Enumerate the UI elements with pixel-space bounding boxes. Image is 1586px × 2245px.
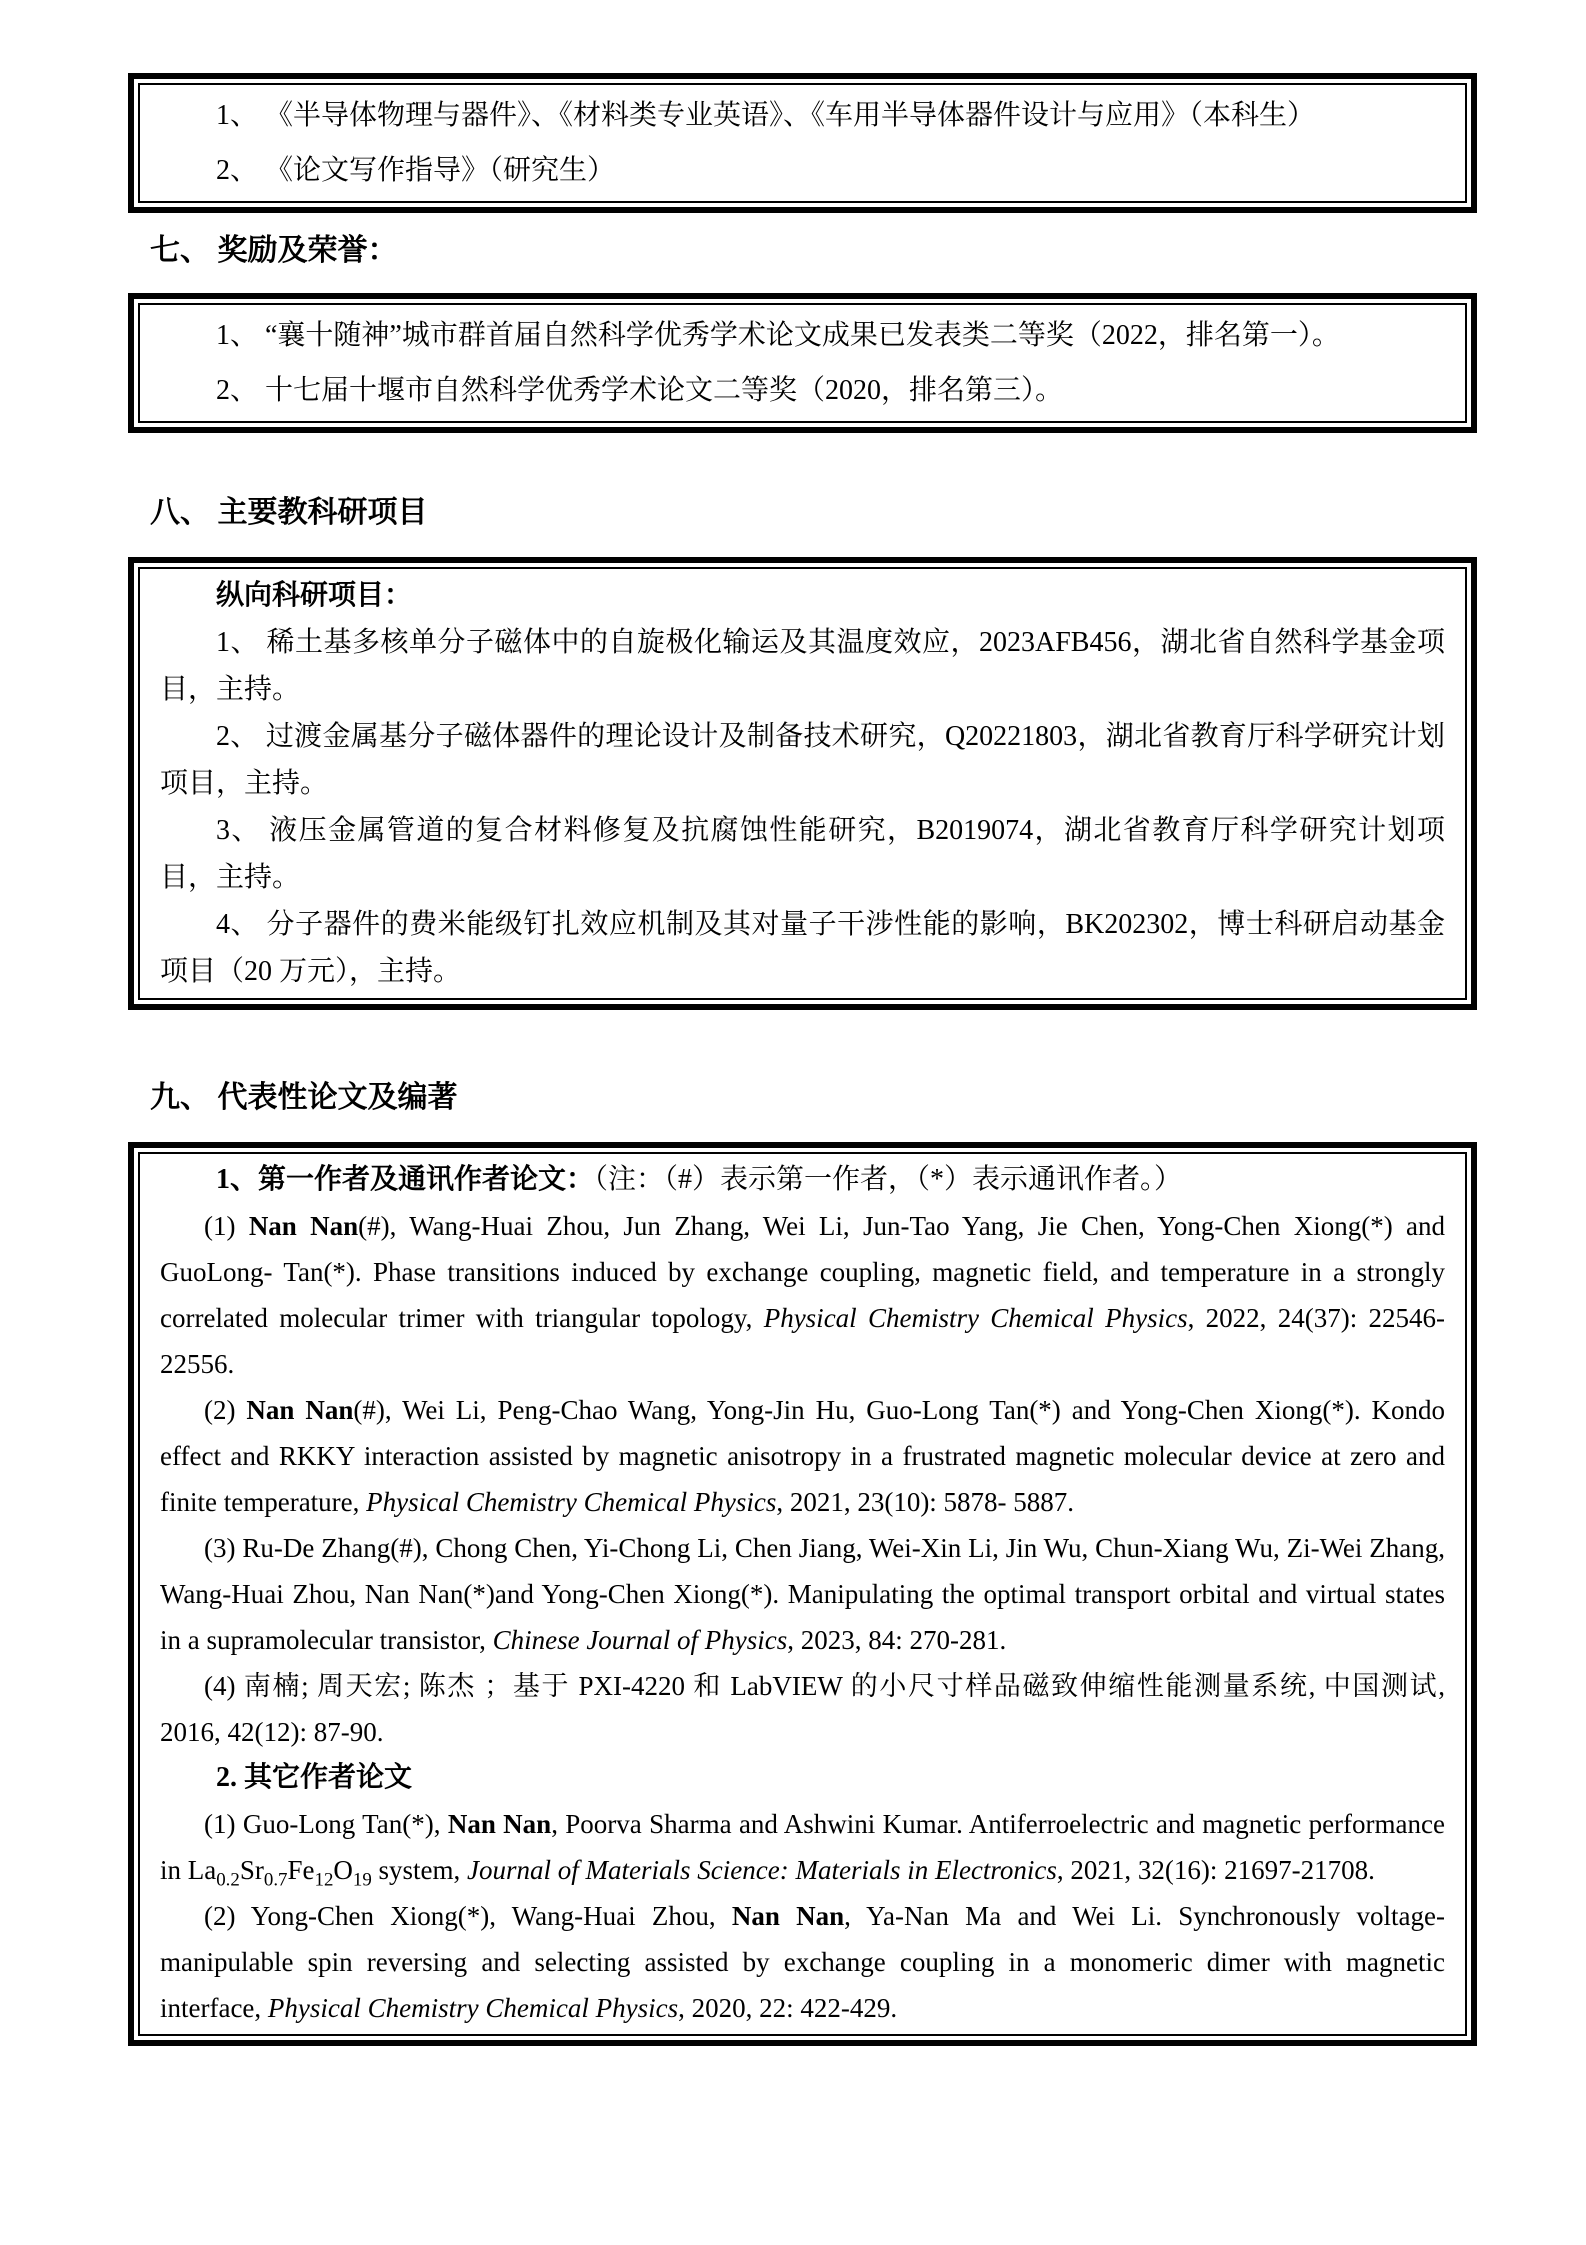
publication-item: (4) 南楠; 周天宏; 陈杰 ；基于 PXI-4220 和 LabVIEW 的小尺寸样品磁致伸缩性能测量系统, 中国测试, 2016, 42(12): 87-90. xyxy=(160,1671,1445,1747)
other-author-list-title-bold: 2. 其它作者论文 xyxy=(216,1762,413,1793)
publication-item: (1) Nan Nan(#), Wang-Huai Zhou, Jun Zhang, Wei Li, Jun-Tao Yang, Jie Chen, Yong-Chen Xiong(*) and GuoLong- Tan(*). Phase transitions induced by exchange coupling, magnetic field, and temperature in a strongly correlated molecular trimer with triangular topology, Physical Chemistry Chemical Physics, 2022, 24(37): 22546-22556. xyxy=(160,1211,1446,1379)
course-item: 1、 《半导体物理与器件》、《材料类专业英语》、《车用半导体器件设计与应用》（本科生） xyxy=(216,100,1316,131)
courses-box xyxy=(128,73,1477,213)
projects-box-inner xyxy=(138,567,1467,1000)
first-author-list-title xyxy=(160,1157,1445,1203)
awards-box-inner xyxy=(138,303,1467,423)
project-item: 2、 过渡金属基分子磁体器件的理论设计及制备技术研究，Q20221803，湖北省教育厅科学研究计划项目，主持。 xyxy=(160,721,1445,799)
other-author-list-title xyxy=(160,1755,1445,1801)
publications-box xyxy=(128,1142,1477,2046)
courses-box-inner xyxy=(138,83,1467,203)
projects-subheading: 纵向科研项目： xyxy=(216,580,413,611)
publication-item: (2) Yong-Chen Xiong(*), Wang-Huai Zhou, Nan Nan, Ya-Nan Ma and Wei Li. Synchronously voltage-manipulable spin reversing and selecting assisted by exchange coupling in a monomeric dimer with magnetic interface, Physical Chemistry Chemical Physics, 2020, 22: 422-429. xyxy=(160,1901,1446,2023)
publication-item: (3) Ru-De Zhang(#), Chong Chen, Yi-Chong Li, Chen Jiang, Wei-Xin Li, Jin Wu, Chun-Xiang Wu, Zi-Wei Zhang, Wang-Huai Zhou, Nan Nan(*)and Yong-Chen Xiong(*). Manipulating the optimal transport orbital and virtual states in a supramolecular transistor, Chinese Journal of Physics, 2023, 84: 270-281. xyxy=(160,1533,1445,1655)
awards-box xyxy=(128,293,1477,433)
publication-item: (1) Guo-Long Tan(*), Nan Nan, Poorva Sharma and Ashwini Kumar. Antiferroelectric and magnetic performance in $La_{0.2}Sr_{0.7}Fe_{12}O_{19}$ system, Journal of Materials Science: Materials in Electronics, 2021, 32(16): 21697-21708. xyxy=(160,1809,1445,1891)
projects-box xyxy=(128,557,1477,1010)
project-item: 1、 稀土基多核单分子磁体中的自旋极化输运及其温度效应，2023AFB456，湖北省自然科学基金项目，主持。 xyxy=(160,627,1445,705)
first-author-list-title-note: （注：（#）表示第一作者，（*）表示通讯作者。） xyxy=(594,1164,1183,1195)
first-author-list-title-bold: 1、第一作者及通讯作者论文： xyxy=(216,1164,595,1195)
publications-box-inner xyxy=(138,1152,1467,2036)
award-item: 2、 十七届十堰市自然科学优秀学术论文二等奖（2020，排名第三）。 xyxy=(216,375,1064,406)
award-item: 1、 “襄十随神”城市群首届自然科学优秀学术论文成果已发表类二等奖（2022，排名第一）。 xyxy=(216,320,1340,351)
section-heading-projects: 八、 主要教科研项目 xyxy=(150,496,428,529)
publication-item: (2) Nan Nan(#), Wei Li, Peng-Chao Wang, Yong-Jin Hu, Guo-Long Tan(*) and Yong-Chen Xiong(*). Kondo effect and RKKY interaction assisted by magnetic anisotropy in a frustrated magnetic molecular device at zero and finite temperature, Physical Chemistry Chemical Physics, 2021, 23(10): 5878- 5887. xyxy=(160,1395,1446,1517)
project-item: 4、 分子器件的费米能级钉扎效应机制及其对量子干涉性能的影响，BK202302，博士科研启动基金项目（20 万元），主持。 xyxy=(160,909,1445,987)
course-item: 2、 《论文写作指导》（研究生） xyxy=(216,155,616,186)
project-item: 3、 液压金属管道的复合材料修复及抗腐蚀性能研究，B2019074，湖北省教育厅科学研究计划项目，主持。 xyxy=(160,815,1445,893)
section-heading-awards: 七、 奖励及荣誉： xyxy=(150,234,398,267)
section-heading-publications: 九、 代表性论文及编著 xyxy=(150,1081,458,1114)
